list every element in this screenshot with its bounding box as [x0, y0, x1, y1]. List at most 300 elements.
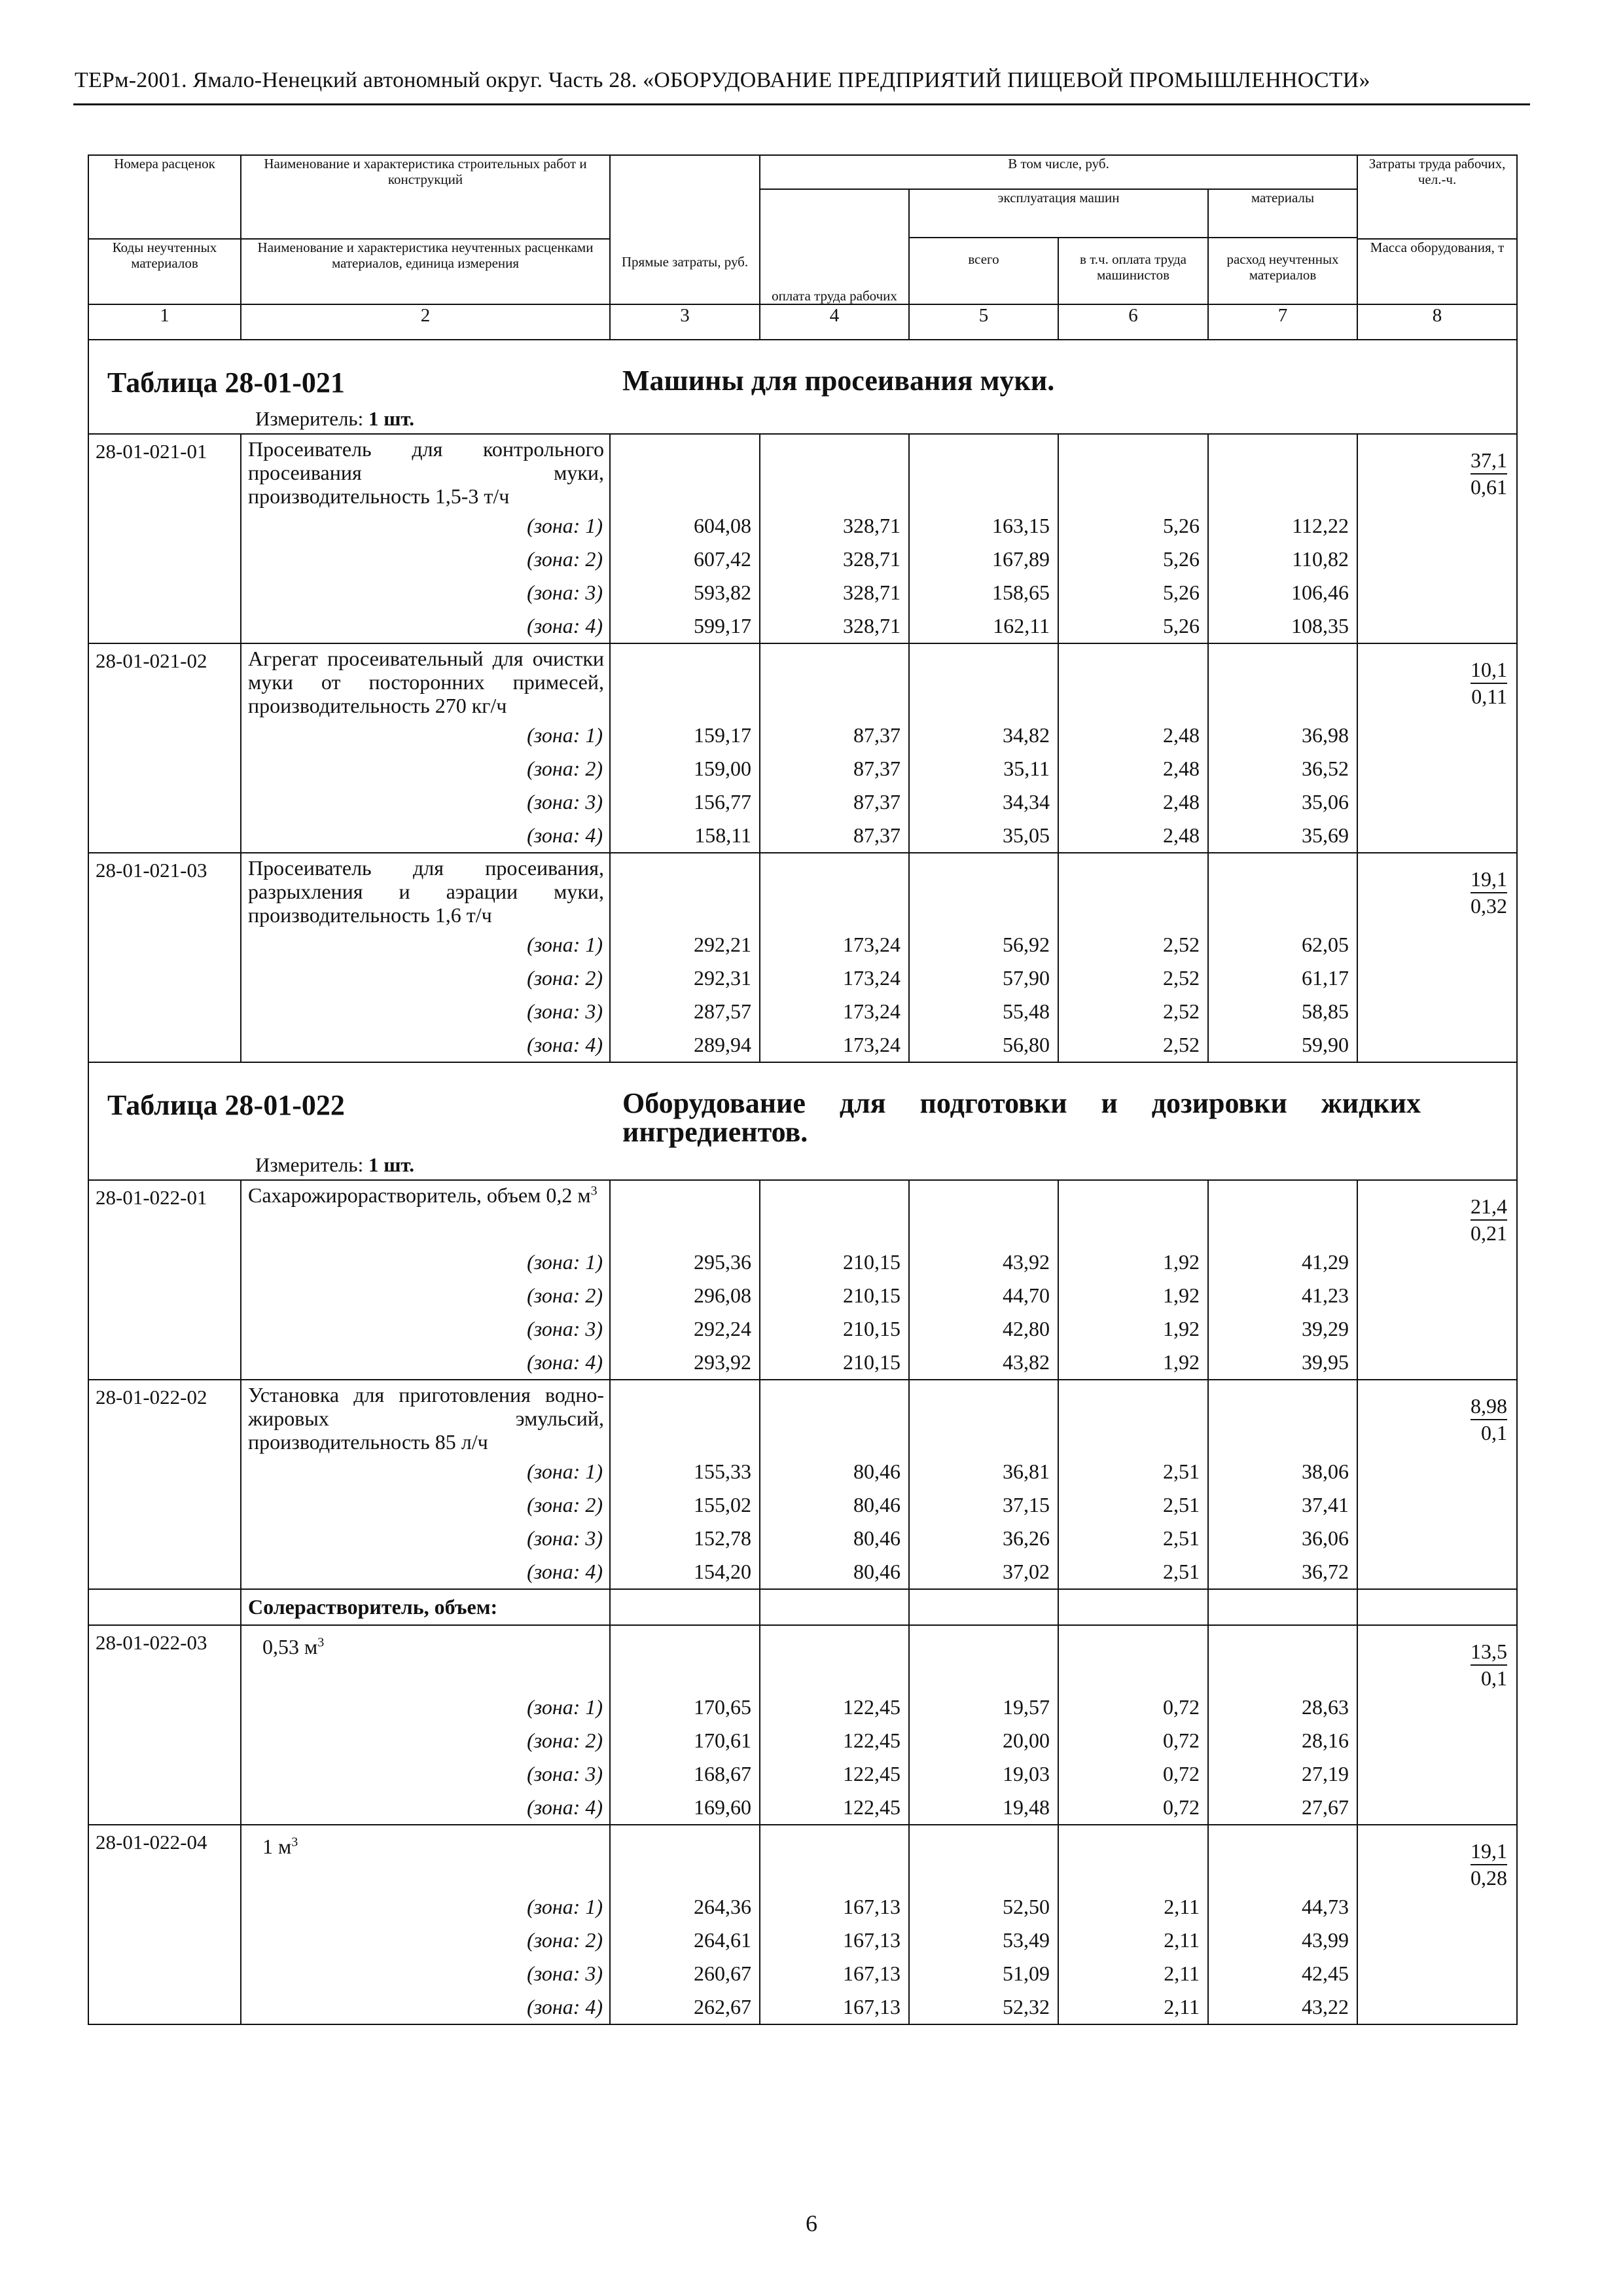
equipment-mass: 0,11	[1471, 685, 1508, 708]
price-value: 2,11	[1058, 1957, 1208, 1990]
zone-row	[88, 609, 1517, 643]
price-value: 167,13	[760, 1957, 909, 1990]
empty-cell	[88, 1312, 241, 1346]
group-header: В том числе, руб.	[760, 155, 1357, 189]
price-value: 36,52	[1208, 752, 1357, 785]
empty-cell	[88, 819, 241, 853]
zone-row	[88, 961, 1517, 995]
machines-header: эксплуатация машин	[909, 189, 1208, 238]
empty-cell	[610, 1589, 760, 1625]
col1-header-bottom: Коды неучтенных материалов	[88, 239, 241, 304]
rate-code: 28-01-021-01	[88, 434, 241, 509]
price-value: 264,36	[610, 1890, 760, 1924]
price-value: 0,72	[1058, 1724, 1208, 1757]
description-text: Просеиватель для просеивания, разрыхления и аэрации муки, производительность 1,6 т/ч	[248, 856, 604, 927]
empty-cell	[909, 1180, 1058, 1246]
empty-cell	[1208, 1180, 1357, 1246]
price-value: 27,67	[1208, 1791, 1357, 1825]
col8-header-bottom: Масса оборудования, т	[1357, 239, 1517, 304]
rate-description	[241, 1825, 610, 1890]
zone-row	[88, 1279, 1517, 1312]
rate-code: 28-01-021-03	[88, 853, 241, 928]
zone-row	[88, 1555, 1517, 1589]
price-value: 51,09	[909, 1957, 1058, 1990]
empty-cell	[1357, 576, 1517, 609]
empty-cell	[88, 1957, 241, 1990]
equipment-mass: 0,1	[1481, 1421, 1508, 1444]
price-value: 27,19	[1208, 1757, 1357, 1791]
rate-description	[241, 643, 610, 719]
empty-cell	[1357, 1890, 1517, 1924]
empty-cell	[1357, 1455, 1517, 1488]
price-value: 158,11	[610, 819, 760, 853]
price-value: 2,52	[1058, 961, 1208, 995]
empty-cell	[1357, 1924, 1517, 1957]
empty-cell	[88, 1555, 241, 1589]
price-value: 170,65	[610, 1691, 760, 1724]
price-value: 152,78	[610, 1522, 760, 1555]
price-value: 162,11	[909, 609, 1058, 643]
price-value: 122,45	[760, 1724, 909, 1757]
zone-label: (зона: 1)	[241, 719, 610, 752]
zone-label: (зона: 4)	[241, 1555, 610, 1589]
zone-label: (зона: 3)	[241, 785, 610, 819]
price-value: 44,73	[1208, 1890, 1357, 1924]
empty-cell	[1357, 1691, 1517, 1724]
empty-cell	[610, 434, 760, 509]
rate-code: 28-01-022-01	[88, 1180, 241, 1246]
empty-cell	[760, 1589, 909, 1625]
equipment-mass: 0,32	[1471, 894, 1508, 918]
empty-cell	[1357, 1346, 1517, 1380]
empty-cell	[760, 1625, 909, 1691]
price-value: 39,29	[1208, 1312, 1357, 1346]
col-number: 4	[760, 304, 909, 340]
price-value: 35,05	[909, 819, 1058, 853]
price-value: 295,36	[610, 1246, 760, 1279]
empty-cell	[88, 1724, 241, 1757]
price-value: 41,29	[1208, 1246, 1357, 1279]
table-title-row	[88, 1062, 1517, 1180]
table-number: Таблица 28-01-022	[107, 1089, 345, 1121]
price-value: 56,80	[909, 1028, 1058, 1062]
zone-label: (зона: 3)	[241, 1312, 610, 1346]
unit-value: 1 шт.	[368, 407, 415, 430]
rate-description	[241, 1180, 610, 1246]
zone-label: (зона: 4)	[241, 819, 610, 853]
rate-code: 28-01-022-02	[88, 1380, 241, 1455]
price-value: 158,65	[909, 576, 1058, 609]
empty-cell	[88, 1691, 241, 1724]
price-value: 5,26	[1058, 543, 1208, 576]
price-value: 34,82	[909, 719, 1058, 752]
price-value: 210,15	[760, 1312, 909, 1346]
price-value: 35,11	[909, 752, 1058, 785]
price-value: 52,50	[909, 1890, 1058, 1924]
table-title-cell	[88, 340, 1517, 434]
description-text: Сахарожирорастворитель, объем 0,2 м	[248, 1183, 591, 1207]
empty-cell	[1357, 1246, 1517, 1279]
zone-row	[88, 1924, 1517, 1957]
empty-cell	[88, 928, 241, 961]
price-value: 28,16	[1208, 1724, 1357, 1757]
price-value: 604,08	[610, 509, 760, 543]
zone-row	[88, 1691, 1517, 1724]
empty-cell	[1357, 1791, 1517, 1825]
price-value: 87,37	[760, 752, 909, 785]
price-value: 292,21	[610, 928, 760, 961]
price-value: 173,24	[760, 1028, 909, 1062]
price-value: 210,15	[760, 1279, 909, 1312]
labor-cost: 8,98	[1471, 1393, 1507, 1420]
price-value: 2,52	[1058, 1028, 1208, 1062]
labor-cost: 19,1	[1471, 867, 1507, 893]
price-value: 106,46	[1208, 576, 1357, 609]
labor-mass-fraction	[1357, 1825, 1517, 1890]
price-value: 287,57	[610, 995, 760, 1028]
price-value: 2,48	[1058, 752, 1208, 785]
price-value: 1,92	[1058, 1246, 1208, 1279]
zone-label: (зона: 1)	[241, 1890, 610, 1924]
empty-cell	[610, 853, 760, 928]
price-value: 2,48	[1058, 785, 1208, 819]
zone-row	[88, 1312, 1517, 1346]
price-value: 44,70	[909, 1279, 1058, 1312]
empty-cell	[760, 853, 909, 928]
price-value: 0,72	[1058, 1791, 1208, 1825]
price-value: 173,24	[760, 961, 909, 995]
zone-row	[88, 1488, 1517, 1522]
price-value: 36,72	[1208, 1555, 1357, 1589]
empty-cell	[1208, 434, 1357, 509]
labor-cost: 37,1	[1471, 448, 1507, 475]
labor-mass-fraction	[1357, 643, 1517, 719]
table-title-cell	[88, 1062, 1517, 1180]
price-value: 262,67	[610, 1990, 760, 2024]
empty-cell	[88, 1488, 241, 1522]
equipment-mass: 0,1	[1481, 1666, 1508, 1690]
empty-cell	[88, 961, 241, 995]
price-value: 210,15	[760, 1346, 909, 1380]
labor-cost: 21,4	[1471, 1194, 1507, 1221]
labor-cost: 10,1	[1471, 657, 1507, 684]
entry-row	[88, 1180, 1517, 1246]
rate-description	[241, 853, 610, 928]
labor-mass-fraction	[1357, 853, 1517, 928]
price-value: 2,51	[1058, 1488, 1208, 1522]
empty-cell	[1357, 1488, 1517, 1522]
price-value: 28,63	[1208, 1691, 1357, 1724]
empty-cell	[909, 1825, 1058, 1890]
price-value: 108,35	[1208, 609, 1357, 643]
empty-cell	[88, 1455, 241, 1488]
col4-header: оплата труда рабочих	[760, 189, 909, 304]
zone-label: (зона: 3)	[241, 1957, 610, 1990]
superscript: 3	[590, 1183, 597, 1198]
empty-cell	[1357, 719, 1517, 752]
col-number: 7	[1208, 304, 1357, 340]
empty-cell	[1357, 543, 1517, 576]
price-value: 173,24	[760, 928, 909, 961]
empty-cell	[1208, 853, 1357, 928]
zone-row	[88, 1957, 1517, 1990]
price-value: 1,92	[1058, 1346, 1208, 1380]
description-text: 1 м	[262, 1835, 292, 1858]
empty-cell	[88, 1791, 241, 1825]
col8-header-top: Затраты труда рабочих, чел.-ч.	[1357, 155, 1517, 239]
zone-label: (зона: 3)	[241, 1522, 610, 1555]
price-value: 42,80	[909, 1312, 1058, 1346]
price-value: 19,57	[909, 1691, 1058, 1724]
price-value: 2,51	[1058, 1522, 1208, 1555]
empty-cell	[1357, 1589, 1517, 1625]
price-value: 0,72	[1058, 1691, 1208, 1724]
empty-cell	[909, 643, 1058, 719]
empty-cell	[1357, 928, 1517, 961]
empty-cell	[760, 1825, 909, 1890]
col2-header-bottom: Наименование и характеристика неучтенных расценками материалов, единица измерения	[241, 239, 610, 304]
price-value: 1,92	[1058, 1312, 1208, 1346]
empty-cell	[1357, 1279, 1517, 1312]
price-value: 57,90	[909, 961, 1058, 995]
col3-header: Прямые затраты, руб.	[610, 155, 760, 304]
price-value: 19,48	[909, 1791, 1058, 1825]
col-number: 5	[909, 304, 1058, 340]
price-value: 56,92	[909, 928, 1058, 961]
price-value: 2,11	[1058, 1890, 1208, 1924]
zone-row	[88, 995, 1517, 1028]
superscript: 3	[317, 1635, 325, 1650]
zone-row	[88, 1791, 1517, 1825]
price-value: 43,82	[909, 1346, 1058, 1380]
zone-row	[88, 1890, 1517, 1924]
superscript: 3	[291, 1835, 298, 1850]
materials-header: материалы	[1208, 189, 1357, 238]
labor-cost: 19,1	[1471, 1839, 1507, 1865]
zone-label: (зона: 1)	[241, 1246, 610, 1279]
price-value: 43,99	[1208, 1924, 1357, 1957]
rate-description	[241, 434, 610, 509]
price-value: 37,02	[909, 1555, 1058, 1589]
price-value: 292,24	[610, 1312, 760, 1346]
empty-cell	[1357, 509, 1517, 543]
col-number: 3	[610, 304, 760, 340]
empty-cell	[1357, 1555, 1517, 1589]
price-value: 19,03	[909, 1757, 1058, 1791]
empty-cell	[88, 719, 241, 752]
document-header: ТЕРм-2001. Ямало-Ненецкий автономный округ. Часть 28. «ОБОРУДОВАНИЕ ПРЕДПРИЯТИЙ ПИЩЕВОЙ ПРОМЫШЛЕННОСТИ»	[75, 68, 1370, 92]
col-number: 1	[88, 304, 241, 340]
price-value: 59,90	[1208, 1028, 1357, 1062]
price-value: 156,77	[610, 785, 760, 819]
empty-cell	[88, 1522, 241, 1555]
price-value: 36,06	[1208, 1522, 1357, 1555]
empty-cell	[1357, 819, 1517, 853]
empty-cell	[760, 643, 909, 719]
empty-cell	[1357, 1757, 1517, 1791]
empty-cell	[88, 1924, 241, 1957]
price-value: 328,71	[760, 509, 909, 543]
empty-cell	[1357, 752, 1517, 785]
price-value: 36,81	[909, 1455, 1058, 1488]
price-value: 5,26	[1058, 609, 1208, 643]
price-value: 154,20	[610, 1555, 760, 1589]
entry-row	[88, 1380, 1517, 1455]
zone-row	[88, 1757, 1517, 1791]
rate-code: 28-01-022-03	[88, 1625, 241, 1691]
empty-cell	[1357, 1522, 1517, 1555]
price-value: 170,61	[610, 1724, 760, 1757]
empty-cell	[1357, 1724, 1517, 1757]
table-title: Оборудование для подготовки и дозировки жидких ингредиентов.	[622, 1087, 1421, 1148]
description-text: Агрегат просеивательный для очистки муки от посторонних примесей, производительность 270 кг/ч	[248, 647, 604, 717]
zone-row	[88, 1346, 1517, 1380]
zone-label: (зона: 4)	[241, 1791, 610, 1825]
zone-row	[88, 1028, 1517, 1062]
empty-cell	[88, 752, 241, 785]
price-value: 43,92	[909, 1246, 1058, 1279]
zone-row	[88, 1455, 1517, 1488]
price-value: 2,48	[1058, 819, 1208, 853]
empty-cell	[610, 1825, 760, 1890]
price-value: 35,69	[1208, 819, 1357, 853]
price-value: 36,98	[1208, 719, 1357, 752]
empty-cell	[88, 1990, 241, 2024]
price-value: 87,37	[760, 819, 909, 853]
price-value: 42,45	[1208, 1957, 1357, 1990]
zone-label: (зона: 1)	[241, 1455, 610, 1488]
zone-label: (зона: 1)	[241, 928, 610, 961]
equipment-mass: 0,61	[1471, 475, 1508, 499]
price-value: 155,02	[610, 1488, 760, 1522]
col6-header: в т.ч. оплата труда машинистов	[1058, 238, 1208, 304]
zone-label: (зона: 2)	[241, 961, 610, 995]
price-value: 80,46	[760, 1555, 909, 1589]
price-value: 167,13	[760, 1890, 909, 1924]
price-value: 0,72	[1058, 1757, 1208, 1791]
zone-label: (зона: 3)	[241, 995, 610, 1028]
price-value: 163,15	[909, 509, 1058, 543]
empty-cell	[1208, 643, 1357, 719]
empty-cell	[88, 509, 241, 543]
rate-code: 28-01-022-04	[88, 1825, 241, 1890]
price-value: 328,71	[760, 576, 909, 609]
unit-value: 1 шт.	[368, 1153, 415, 1176]
price-value: 38,06	[1208, 1455, 1357, 1488]
empty-cell	[1357, 785, 1517, 819]
zone-label: (зона: 2)	[241, 543, 610, 576]
price-value: 293,92	[610, 1346, 760, 1380]
price-value: 35,06	[1208, 785, 1357, 819]
empty-cell	[610, 1625, 760, 1691]
zone-row	[88, 819, 1517, 853]
price-value: 37,15	[909, 1488, 1058, 1522]
price-value: 167,89	[909, 543, 1058, 576]
price-value: 593,82	[610, 576, 760, 609]
subgroup-row	[88, 1589, 1517, 1625]
price-value: 167,13	[760, 1924, 909, 1957]
empty-cell	[88, 1279, 241, 1312]
empty-cell	[1058, 1589, 1208, 1625]
empty-cell	[88, 1028, 241, 1062]
price-value: 58,85	[1208, 995, 1357, 1028]
empty-cell	[610, 1180, 760, 1246]
page-number: 6	[806, 2210, 817, 2236]
zone-row	[88, 509, 1517, 543]
description-text: 0,53 м	[262, 1635, 318, 1659]
empty-cell	[610, 1380, 760, 1455]
unit-line	[107, 404, 1516, 433]
rate-code: 28-01-021-02	[88, 643, 241, 719]
col1-header-top: Номера расценок	[88, 155, 241, 239]
price-value: 112,22	[1208, 509, 1357, 543]
empty-cell	[1357, 1312, 1517, 1346]
entry-row	[88, 434, 1517, 509]
price-value: 110,82	[1208, 543, 1357, 576]
labor-mass-fraction	[1357, 1180, 1517, 1246]
entry-row	[88, 1625, 1517, 1691]
zone-row	[88, 1522, 1517, 1555]
price-value: 2,11	[1058, 1924, 1208, 1957]
empty-cell	[88, 995, 241, 1028]
rate-description	[241, 1380, 610, 1455]
zone-row	[88, 785, 1517, 819]
empty-cell	[88, 1246, 241, 1279]
empty-cell	[1357, 609, 1517, 643]
empty-cell	[1058, 1180, 1208, 1246]
empty-cell	[909, 1380, 1058, 1455]
empty-cell	[1058, 1380, 1208, 1455]
col-number: 8	[1357, 304, 1517, 340]
price-value: 87,37	[760, 719, 909, 752]
price-value: 37,41	[1208, 1488, 1357, 1522]
price-value: 328,71	[760, 609, 909, 643]
price-table	[88, 154, 1518, 2025]
zone-row	[88, 576, 1517, 609]
zone-label: (зона: 2)	[241, 1924, 610, 1957]
empty-cell	[1058, 1825, 1208, 1890]
description-text: Установка для приготовления водно-жировых эмульсий, производительность 85 л/ч	[248, 1383, 604, 1454]
price-value: 2,51	[1058, 1455, 1208, 1488]
empty-cell	[760, 1380, 909, 1455]
empty-cell	[1357, 1957, 1517, 1990]
empty-cell	[1357, 1028, 1517, 1062]
empty-cell	[1208, 1380, 1357, 1455]
entry-row	[88, 643, 1517, 719]
price-value: 2,51	[1058, 1555, 1208, 1589]
price-value: 2,11	[1058, 1990, 1208, 2024]
empty-cell	[760, 434, 909, 509]
equipment-mass: 0,28	[1471, 1866, 1508, 1890]
empty-cell	[88, 576, 241, 609]
column-number-row	[88, 304, 1517, 340]
empty-cell	[909, 853, 1058, 928]
empty-cell	[88, 1346, 241, 1380]
labor-cost: 13,5	[1471, 1639, 1507, 1666]
zone-label: (зона: 1)	[241, 509, 610, 543]
price-value: 87,37	[760, 785, 909, 819]
price-value: 168,67	[610, 1757, 760, 1791]
empty-cell	[1058, 434, 1208, 509]
unit-line	[107, 1151, 1516, 1179]
zone-label: (зона: 3)	[241, 576, 610, 609]
price-value: 599,17	[610, 609, 760, 643]
empty-cell	[909, 1625, 1058, 1691]
col2-header-top: Наименование и характеристика строительных работ и конструкций	[241, 155, 610, 239]
price-value: 122,45	[760, 1757, 909, 1791]
empty-cell	[909, 434, 1058, 509]
empty-cell	[1208, 1825, 1357, 1890]
